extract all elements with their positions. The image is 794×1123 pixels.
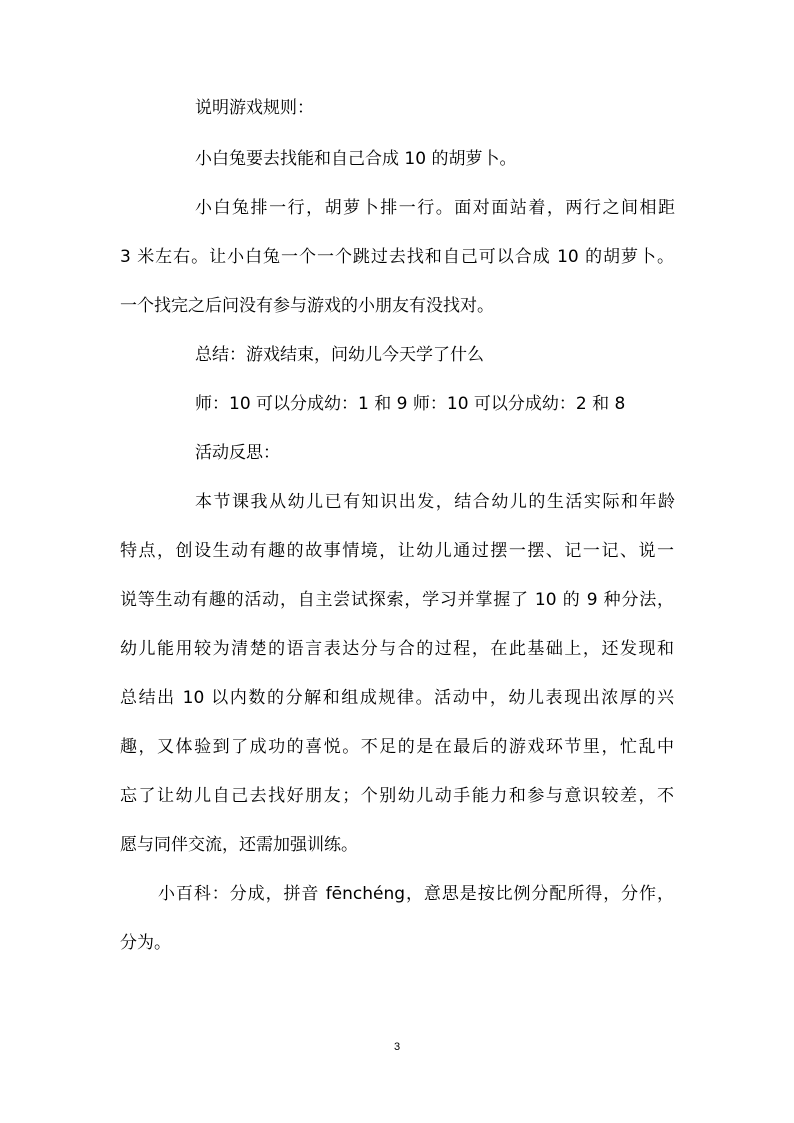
text-line-4: 3 米左右。让小白兔一个一个跳过去找和自己可以合成 10 的胡萝卜。 — [120, 247, 674, 267]
text-line-9: 本节课我从幼儿已有知识出发，结合幼儿的生活实际和年龄 — [195, 492, 675, 512]
text-line-6: 总结：游戏结束，问幼儿今天学了什么 — [195, 345, 484, 365]
text-line-3: 小白兔排一行，胡萝卜排一行。面对面站着，两行之间相距 — [195, 198, 675, 218]
page-number: 3 — [393, 1041, 401, 1053]
text-line-15: 忘了让幼儿自己去找好朋友；个别幼儿动手能力和参与意识较差，不 — [120, 786, 674, 806]
text-line-13: 总结出 10 以内数的分解和组成规律。活动中，幼儿表现出浓厚的兴 — [120, 688, 674, 708]
text-line-16: 愿与同伴交流，还需加强训练。 — [120, 835, 358, 855]
text-line-14: 趣，又体验到了成功的喜悦。不足的是在最后的游戏环节里，忙乱中 — [120, 737, 674, 757]
text-line-18: 分为。 — [120, 933, 171, 953]
text-line-1: 说明游戏规则： — [195, 98, 314, 118]
text-line-2: 小白兔要去找能和自己合成 10 的胡萝卜。 — [195, 149, 517, 169]
text-line-12: 幼儿能用较为清楚的语言表达分与合的过程，在此基础上，还发现和 — [120, 639, 674, 659]
text-line-8: 活动反思： — [195, 443, 280, 463]
text-line-10: 特点，创设生动有趣的故事情境，让幼儿通过摆一摆、记一记、说一 — [120, 541, 674, 561]
text-line-11: 说等生动有趣的活动，自主尝试探索，学习并掌握了 10 的 9 种分法， — [120, 590, 674, 610]
text-line-5: 一个找完之后问没有参与游戏的小朋友有没找对。 — [120, 296, 494, 316]
text-line-7: 师：10 可以分成幼：1 和 9 师：10 可以分成幼：2 和 8 — [195, 394, 626, 414]
text-line-17: 小百科：分成，拼音 fēnchéng，意思是按比例分配所得，分作， — [158, 884, 674, 904]
